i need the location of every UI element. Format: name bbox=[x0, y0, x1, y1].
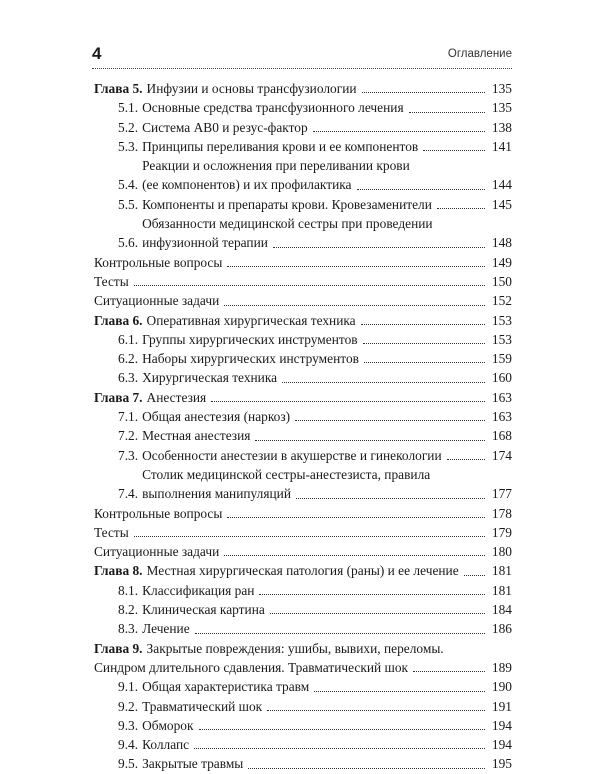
toc-entry[interactable] bbox=[94, 542, 512, 561]
toc-page-number: 184 bbox=[491, 602, 512, 618]
toc-page-number: 168 bbox=[491, 428, 512, 444]
toc-entry[interactable] bbox=[94, 311, 512, 330]
toc-entry-title: Ситуационные задачи bbox=[94, 293, 220, 309]
toc-page-number: 148 bbox=[491, 235, 512, 251]
toc-page-number: 179 bbox=[491, 524, 512, 540]
toc-page-number: 135 bbox=[491, 100, 512, 116]
toc-subentry[interactable] bbox=[94, 137, 512, 156]
toc-page-number: 190 bbox=[491, 679, 512, 695]
dot-leader bbox=[413, 671, 485, 672]
toc-page-number: 144 bbox=[491, 177, 512, 193]
dot-leader bbox=[464, 575, 485, 576]
toc-entry-title: Хирургическая техника bbox=[142, 370, 278, 386]
toc-page-number: 195 bbox=[491, 756, 512, 772]
toc-entry-title: Оперативная хирургическая техника bbox=[146, 312, 356, 328]
toc-entry-title: Особенности анестезии в акушерстве и гинекологии bbox=[142, 447, 442, 463]
toc-entry-title: Ситуационные задачи bbox=[94, 544, 220, 560]
toc-page-number: 150 bbox=[491, 273, 512, 289]
dot-leader bbox=[363, 343, 485, 344]
toc-page-number: 174 bbox=[491, 447, 512, 463]
toc-entry-number: 6.1. bbox=[118, 331, 139, 347]
toc-entry[interactable] bbox=[94, 272, 512, 291]
toc-page-number: 194 bbox=[491, 717, 512, 733]
dot-leader bbox=[296, 498, 485, 499]
toc-subentry[interactable] bbox=[94, 330, 512, 349]
toc-entry-number: 8.1. bbox=[118, 582, 139, 598]
toc-entry[interactable] bbox=[94, 388, 512, 407]
toc-entry-title: Общая характеристика травм bbox=[142, 679, 310, 695]
toc-subentry[interactable] bbox=[94, 407, 512, 426]
toc-entry-title-line: Обязанности медицинской сестры при проведении bbox=[142, 216, 433, 232]
toc-page-number: 153 bbox=[491, 312, 512, 328]
toc-subentry[interactable] bbox=[94, 600, 512, 619]
toc-entry[interactable] bbox=[94, 504, 512, 523]
toc-page-number: 181 bbox=[491, 582, 512, 598]
toc-subentry[interactable] bbox=[94, 349, 512, 368]
toc-entry-title: Контрольные вопросы bbox=[94, 505, 223, 521]
toc-entry-title: Коллапс bbox=[142, 737, 190, 753]
toc-entry-title: Группы хирургических инструментов bbox=[142, 331, 358, 347]
toc-subentry[interactable] bbox=[94, 735, 512, 754]
toc-entry-title: Тесты bbox=[94, 524, 129, 540]
toc-subentry[interactable] bbox=[94, 677, 512, 696]
toc-entry-title: Общая анестезия (наркоз) bbox=[142, 409, 291, 425]
page-number: 4 bbox=[92, 44, 102, 63]
dot-leader bbox=[227, 517, 485, 518]
toc-entry-title: Тесты bbox=[94, 273, 129, 289]
dot-leader bbox=[437, 208, 485, 209]
toc-entry-title: Клиническая картина bbox=[142, 602, 265, 618]
toc-entry-title: Лечение bbox=[142, 621, 190, 637]
toc-entry-title-line: инфузионной терапии bbox=[142, 235, 268, 251]
toc-page-number: 163 bbox=[491, 389, 512, 405]
toc-entry-number: 9.4. bbox=[118, 737, 139, 753]
toc-page-number: 145 bbox=[491, 196, 512, 212]
header-divider bbox=[92, 68, 512, 69]
toc-subentry[interactable] bbox=[94, 118, 512, 137]
toc-entry-title: Система АВ0 и резус-фактор bbox=[142, 119, 308, 135]
toc-entry-title: Принципы переливания крови и ее компонентов bbox=[142, 138, 419, 154]
toc-entry-title: Местная анестезия bbox=[142, 428, 251, 444]
page-header bbox=[92, 44, 512, 66]
toc-entry-number: Глава 6. bbox=[94, 312, 143, 328]
toc-entry-number: 9.1. bbox=[118, 679, 139, 695]
running-title: Оглавление bbox=[447, 48, 512, 60]
toc-entry-number: 5.1. bbox=[118, 100, 139, 116]
toc-entry-title-line: выполнения манипуляций bbox=[142, 486, 291, 502]
toc-entry-title-line: Синдром длительного сдавления. Травматический шок bbox=[94, 659, 409, 675]
toc-entry-number: 9.3. bbox=[118, 717, 139, 733]
toc-entry-title: Контрольные вопросы bbox=[94, 254, 223, 270]
dot-leader bbox=[134, 285, 485, 286]
toc-entry-number: 5.3. bbox=[118, 138, 139, 154]
dot-leader bbox=[194, 748, 485, 749]
toc-entry-number: Глава 5. bbox=[94, 81, 143, 96]
dot-leader bbox=[195, 633, 485, 634]
toc-subentry[interactable] bbox=[94, 426, 512, 445]
toc-subentry[interactable] bbox=[94, 98, 512, 117]
toc-entry-number: 7.4. bbox=[118, 486, 139, 502]
toc-page-number: 138 bbox=[491, 119, 512, 135]
toc-entry-title: Анестезия bbox=[146, 389, 207, 405]
dot-leader bbox=[313, 131, 485, 132]
toc-entry[interactable] bbox=[94, 291, 512, 310]
toc-subentry[interactable] bbox=[94, 581, 512, 600]
toc-entry-title: Закрытые травмы bbox=[142, 756, 244, 772]
toc-entry-number: 9.2. bbox=[118, 698, 139, 714]
dot-leader bbox=[199, 729, 485, 730]
toc-entry-title-line: Столик медицинской сестры-анестезиста, правила bbox=[142, 466, 431, 482]
toc-entry[interactable] bbox=[94, 639, 512, 678]
toc-entry-title: Местная хирургическая патология (раны) и ее лечение bbox=[146, 563, 459, 579]
toc-entry-title: Основные средства трансфузионного лечения bbox=[142, 100, 404, 116]
toc-entry-title: Классификация ран bbox=[142, 582, 255, 598]
dot-leader bbox=[255, 440, 485, 441]
toc-entry-title-line: Закрытые повреждения: ушибы, вывихи, переломы. bbox=[146, 640, 444, 656]
dot-leader bbox=[423, 150, 485, 151]
toc-entry-number: 9.5. bbox=[118, 756, 139, 772]
toc-page-number: 178 bbox=[491, 505, 512, 521]
toc-page-number: 181 bbox=[491, 563, 512, 579]
toc-page-number: 191 bbox=[491, 698, 512, 714]
dot-leader bbox=[211, 401, 485, 402]
dot-leader bbox=[267, 710, 485, 711]
toc-subentry[interactable] bbox=[94, 195, 512, 214]
toc-entry-number: Глава 8. bbox=[94, 563, 143, 579]
table-of-contents bbox=[94, 79, 512, 774]
toc-entry-number: Глава 7. bbox=[94, 389, 143, 405]
toc-entry-number: 5.5. bbox=[118, 196, 139, 212]
toc-page-number: 177 bbox=[491, 486, 512, 502]
toc-page-number: 141 bbox=[491, 138, 512, 154]
toc-entry[interactable] bbox=[94, 253, 512, 272]
toc-entry-number: 8.3. bbox=[118, 621, 139, 637]
toc-entry-number: 6.3. bbox=[118, 370, 139, 386]
toc-page-number: 160 bbox=[491, 370, 512, 386]
toc-subentry[interactable] bbox=[94, 697, 512, 716]
toc-entry-number: 6.2. bbox=[118, 351, 139, 367]
toc-page-number: 180 bbox=[491, 544, 512, 560]
toc-entry[interactable] bbox=[94, 561, 512, 580]
dot-leader bbox=[361, 324, 485, 325]
toc-page-number: 194 bbox=[491, 737, 512, 753]
toc-entry-number: 7.2. bbox=[118, 428, 139, 444]
dot-leader bbox=[409, 112, 485, 113]
toc-entry-title: Обморок bbox=[142, 717, 194, 733]
dot-leader bbox=[314, 691, 485, 692]
toc-page-number: 135 bbox=[491, 81, 512, 96]
toc-page-number: 149 bbox=[491, 254, 512, 270]
toc-entry-title: Компоненты и препараты крови. Кровезаменители bbox=[142, 196, 432, 212]
dot-leader bbox=[224, 555, 485, 556]
dot-leader bbox=[134, 536, 485, 537]
toc-entry-number: 7.3. bbox=[118, 447, 139, 463]
toc-entry[interactable] bbox=[94, 79, 512, 98]
toc-subentry[interactable] bbox=[94, 716, 512, 735]
dot-leader bbox=[295, 420, 485, 421]
toc-subentry[interactable] bbox=[94, 446, 512, 465]
dot-leader bbox=[282, 382, 485, 383]
toc-entry-number: 5.6. bbox=[118, 235, 139, 251]
toc-subentry[interactable] bbox=[94, 619, 512, 638]
toc-entry-number: Глава 9. bbox=[94, 640, 143, 656]
dot-leader bbox=[227, 266, 485, 267]
toc-page-number: 152 bbox=[491, 293, 512, 309]
toc-entry-number: 7.1. bbox=[118, 409, 139, 425]
toc-entry-number: 8.2. bbox=[118, 602, 139, 618]
toc-page-number: 159 bbox=[491, 351, 512, 367]
toc-entry[interactable] bbox=[94, 523, 512, 542]
toc-entry-number: 5.4. bbox=[118, 177, 139, 193]
dot-leader bbox=[364, 362, 485, 363]
dot-leader bbox=[270, 613, 485, 614]
toc-entry-title-line: Реакции и осложнения при переливании крови bbox=[142, 158, 410, 174]
toc-entry-title: Наборы хирургических инструментов bbox=[142, 351, 359, 367]
toc-entry-title: Травматический шок bbox=[142, 698, 263, 714]
toc-page-number: 189 bbox=[491, 659, 512, 675]
toc-entry-number: 5.2. bbox=[118, 119, 139, 135]
toc-page-number: 186 bbox=[491, 621, 512, 637]
toc-page-number: 163 bbox=[491, 409, 512, 425]
toc-subentry[interactable] bbox=[94, 465, 512, 504]
dot-leader bbox=[357, 189, 485, 190]
toc-entry-title: Инфузии и основы трансфузиологии bbox=[146, 81, 357, 96]
dot-leader bbox=[259, 594, 485, 595]
toc-subentry[interactable] bbox=[94, 754, 512, 773]
dot-leader bbox=[248, 768, 485, 769]
dot-leader bbox=[447, 459, 485, 460]
toc-subentry[interactable] bbox=[94, 214, 512, 253]
toc-subentry[interactable] bbox=[94, 156, 512, 195]
dot-leader bbox=[362, 92, 485, 93]
dot-leader bbox=[224, 305, 485, 306]
toc-entry-title-line: (ее компонентов) и их профилактика bbox=[142, 177, 352, 193]
dot-leader bbox=[273, 247, 485, 248]
toc-page-number: 153 bbox=[491, 331, 512, 347]
toc-subentry[interactable] bbox=[94, 368, 512, 387]
